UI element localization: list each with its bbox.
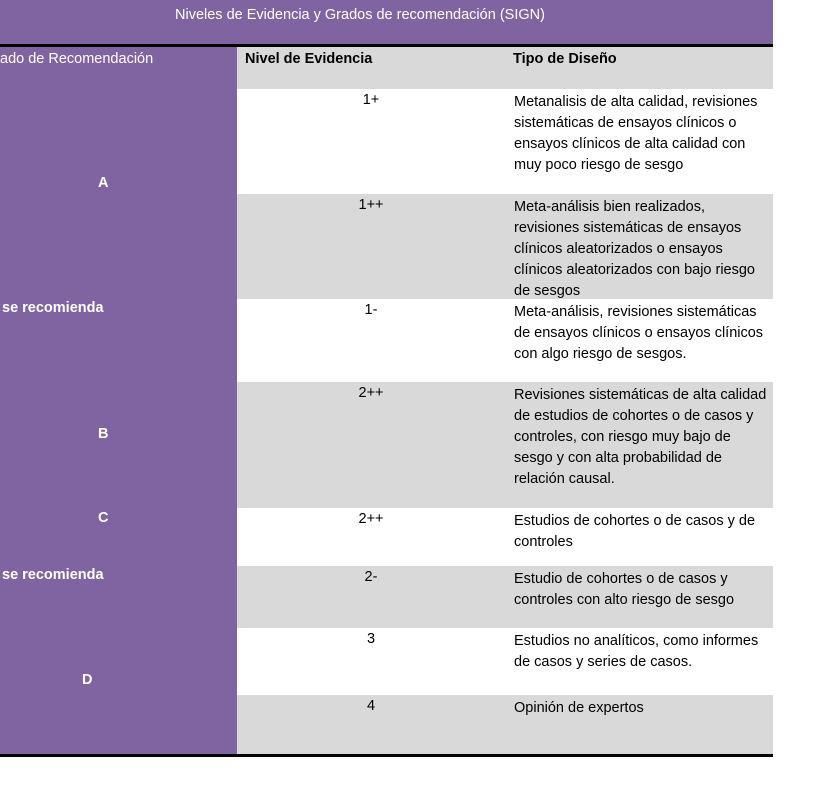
nivel-cell: 1-: [364, 302, 378, 318]
header-tipo: Tipo de Diseño: [513, 51, 617, 67]
tipo-cell: Meta-análisis, revisiones sistemáticas de ensayos clínicos o ensayos clínicos con algo riesgo de sesgos.: [514, 304, 764, 362]
header-nivel: Nivel de Evidencia: [245, 51, 373, 67]
grade-column: [0, 47, 237, 754]
grade-se-recomienda: se recomienda: [2, 567, 104, 583]
grade-b: B: [98, 426, 109, 442]
table-row: [237, 695, 773, 754]
grade-se-recomienda: se recomienda: [2, 300, 104, 316]
tipo-cell: Estudios no analíticos, como informes de casos y series de casos.: [514, 633, 759, 670]
table-row: [237, 628, 773, 695]
table-row: [237, 194, 773, 299]
table-row: [237, 382, 773, 508]
tipo-cell: Estudio de cohortes o de casos y controles con alto riesgo de sesgo: [514, 571, 735, 608]
table-row: [237, 508, 773, 566]
nivel-cell: 2++: [358, 385, 384, 401]
tipo-cell: Metanalisis de alta calidad, revisiones sistemáticas de ensayos clínicos o ensayos clínicos de alta calidad con muy poco riesgo de sesgo: [514, 94, 758, 173]
tipo-cell: Revisiones sistemáticas de alta calidad de estudios de cohortes o de casos y controles, con riesgo muy bajo de sesgo y con alta probabilidad de relación causal.: [514, 387, 767, 487]
header-grado: ado de Recomendación: [0, 51, 154, 67]
tipo-cell: Estudios de cohortes o de casos y de controles: [514, 513, 756, 550]
nivel-cell: 2++: [358, 511, 384, 527]
grade-a: A: [98, 175, 109, 191]
table-title: Niveles de Evidencia y Grados de recomendación (SIGN): [175, 7, 545, 23]
table-row: [237, 89, 773, 194]
nivel-cell: 2-: [364, 569, 378, 585]
table-title-bar: [0, 0, 773, 44]
tipo-cell: Opinión de expertos: [514, 700, 644, 716]
grade-c: C: [98, 510, 109, 526]
grade-d: D: [82, 672, 93, 688]
nivel-cell: 1+: [362, 92, 380, 108]
nivel-cell: 3: [366, 631, 376, 647]
table-row: [237, 299, 773, 382]
tipo-cell: Meta-análisis bien realizados, revisiones sistemáticas de ensayos clínicos aleatorizados o ensayos clínicos aleatorizados con bajo riesgo de sesgos: [514, 199, 755, 299]
nivel-cell: 4: [366, 698, 376, 714]
nivel-cell: 1++: [358, 197, 384, 213]
bottom-rule: [0, 754, 773, 757]
table-row: [237, 566, 773, 628]
